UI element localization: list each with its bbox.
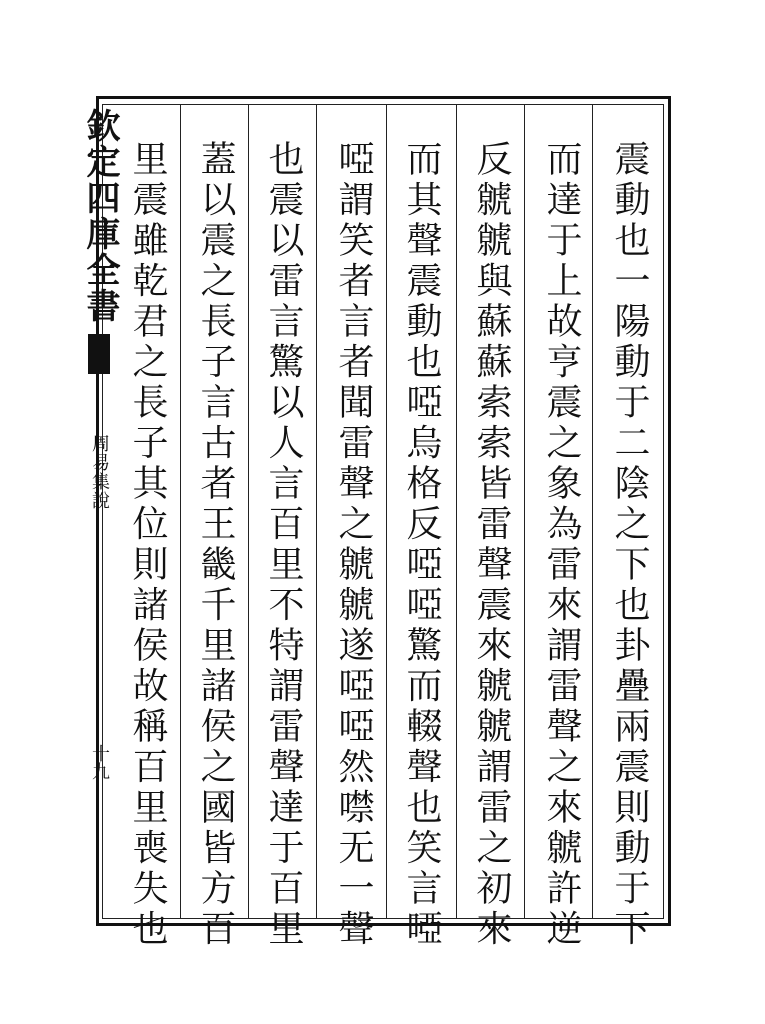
fish-tail-mark <box>88 334 110 374</box>
series-title: 欽定四庫全書 <box>80 108 120 324</box>
text-column: 啞謂笑者言者聞雷聲之虩虩遂啞啞然噤无一聲 <box>333 140 374 950</box>
text-column: 反虩虩與蘇蘇索索皆雷聲震來虩虩謂雷之初來 <box>471 140 512 950</box>
text-column: 震動也一陽動于二陰之下也卦疊兩震則動于下 <box>609 140 650 950</box>
column-rule <box>248 104 249 919</box>
text-column: 也震以雷言驚以人言百里不特謂雷聲達于百里 <box>263 140 304 950</box>
column-rule <box>456 104 457 919</box>
column-rule <box>316 104 317 919</box>
book-title: 周易集說 <box>89 434 110 510</box>
column-rule <box>524 104 525 919</box>
text-column: 蓋以震之長子言古者王畿千里諸侯之國皆方百 <box>195 140 236 950</box>
page-number: 十九 <box>89 744 110 780</box>
text-column: 而達于上故亨震之象為雷來謂雷聲之來虩許逆 <box>541 140 582 950</box>
page-margin <box>80 104 120 919</box>
column-rule <box>180 104 181 919</box>
column-rule <box>386 104 387 919</box>
column-rule <box>592 104 593 919</box>
text-column: 而其聲震動也啞烏格反啞啞驚而輟聲也笑言啞 <box>401 140 442 950</box>
text-column: 里震雖乾君之長子其位則諸侯故稱百里喪失也 <box>127 140 168 950</box>
